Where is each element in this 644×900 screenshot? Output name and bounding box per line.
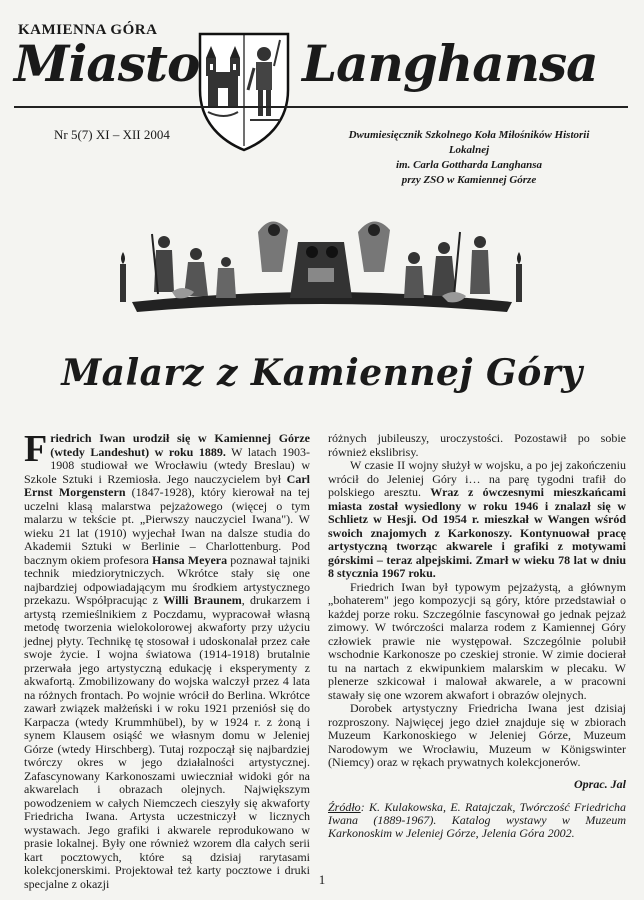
author-credit: Oprac. Jal: [574, 776, 626, 791]
source-label: Źródło: [328, 800, 361, 814]
article-column-right: [328, 432, 626, 840]
article-headline: Malarz z Kamiennej Góry: [61, 352, 583, 394]
city-crest-image: [194, 28, 294, 152]
drop-cap: F: [24, 428, 48, 470]
lead-sentence: riedrich Iwan urodził się w Kamiennej Górze (wtedy Landeshut) w roku 1889.: [50, 431, 310, 459]
paragraph: [328, 459, 626, 581]
paragraph: Dorobek artystyczny Friedricha Iwana jest dzisiaj rozproszony. Najwięcej jego dzieł znajduje się w zbiorach Muzeum Karkonoskiego w Jeleniej Górze, Muzeum Narodowym we Wrocławiu, Muzeum w Königswinter (Niemcy) oraz w rękach prywatnych kolekcjonerów.: [328, 701, 626, 769]
body-text: (1847-1928), który kierował na tej uczelni klasą malarstwa pejzażowego (więcej o tym malarzu w tekście pt. „Pierwszy nauczyciel Iwana"). W wieku 21 lat (1910) wyjechał Iwan na dalsze studia do Akademii Sztuki w Berlinie – Charlottenburg. Pod bacznym okiem profesora: [24, 485, 310, 567]
bold-passage: Wraz z ówczesnymi mieszkańcami miasta został wysiedlony w roku 1946 i znalazł się w Schlietz w Hesji. Od 1954 r. mieszkał w Wangen wśród swoich znajomych z Karkonoszy. Kontynuował pracę artystyczną tworząc akwarele i grafiki z motywami górskimi – teraz alpejskimi. Zmarł w wieku 78 lat w dniu 8 stycznia 1967 roku.: [328, 485, 626, 580]
publisher-line: Dwumiesięcznik Szkolnego Koła Miłośników Historii: [348, 129, 590, 141]
body-text: W czasie II wojny służył w wojsku, a po jej zakończeniu wrócił do Jeleniej Góry i… na parę tygodni trafił do polskiego aresztu.: [328, 458, 626, 499]
body-text: W latach 1903-1908 studiował we Wrocławiu (wtedy Breslau) w Szkole Sztuki i Rzemiosła. Jego nauczycielem był: [24, 444, 310, 486]
nativity-scene-image: [112, 212, 532, 320]
page-number: 1: [318, 872, 326, 887]
masthead-title-right: Langhansa: [302, 34, 598, 93]
person-name: Carl Ernst Morgenstern: [24, 471, 310, 499]
person-name: Hansa Meyera: [152, 552, 228, 567]
article-column-left: [24, 428, 311, 891]
publisher-info: [308, 128, 630, 188]
publisher-line: im. Carla Gottharda Langhansa: [395, 159, 543, 171]
source-note: [328, 801, 626, 840]
kicker-text: KAMIENNA GÓRA: [18, 22, 158, 38]
source-text: : K. Kulakowska, E. Ratajczak, Twórczość Friedricha Iwana (1889-1967). Katalog wystawy w Muzeum Karkonoskim w Jeleniej Górze, Jelenia Góra 2002.: [328, 800, 626, 840]
masthead-title-left: Miasto: [14, 34, 200, 93]
body-text: , drukarzem i artystą rzemieślnikiem z Poczdamu, wypracował własną metodę tworzenia wielokolorowej akwaforty przy użyciu jednej płyty. Technikę tę stosował i udoskonalał przez całe swoje życie. I wojna światowa (1914-1918) brutalnie przerwała jego artystyczną edukację i eksperymenty z akwafortą. Zmobilizowany do wojska walczył przez 4 lata na różnych frontach. Po wojnie wrócił do Berlina. Wkrótce zawarł związek małżeński i w roku 1921 przeniósł się do Karpacza (wtedy Krummhübel), by w 1924 r. z żoną i synem Klausem osiąść we własnym domu w Jeleniej Górze (wtedy Hirschberg). Tutaj rozpoczął się najbardziej twórczy okres w jego działalności artystycznej. Zafascynowany Karkonoszami uwieczniał widoki gór na akwarelach i obrazach olejnych. Największym powodzeniem w całych Niemczech cieszyły się akwaforty Friedricha Iwana. Artysta uczestniczył w licznych wystawach. Jego grafiki i akwarele reprodukowano w prasie lokalnej. Były one również wzorem dla całych serii kart pocztowych, które są dzisiaj rarytasami kolekcjonerskimi. Projektował też karty pocztowe i druki specjalne z okazji: [24, 593, 311, 891]
publisher-line: Lokalnej: [448, 144, 490, 156]
paragraph: Friedrich Iwan był typowym pejzażystą, a głównym „bohaterem" jego kompozycji są góry, które przedstawiał o każdej porze roku. Szczególnie fascynował go jednak pejzaż zimowy. W twórczości malarza rodem z Kamiennej Góry człowiek prawie nie występował. Szczególnie polubił wschodnie Karkonosze po czeskiej stronie. W zimie docierał tu na nartach z ekwipunkiem malarskim w plecaku. W plenerze szkicował i malował akwarele, a w pracowni stawały się one wzorem akwafort i obrazów olejnych.: [328, 579, 626, 702]
body-text: poznawał tajniki technik miedziorytniczych. Wkrótce stały się one najbardziej odpowiadającym mu środkiem artystycznego przekazu. Współpracując z: [24, 552, 310, 607]
masthead-rule: [14, 106, 628, 108]
publisher-line: przy ZSO w Kamiennej Górze: [401, 174, 537, 186]
issue-number: Nr 5(7) XI – XII 2004: [54, 127, 170, 142]
person-name: Willi Braunem: [163, 593, 242, 607]
paragraph: różnych jubileuszy, uroczystości. Pozostawił po sobie również ekslibrisy.: [328, 431, 626, 459]
